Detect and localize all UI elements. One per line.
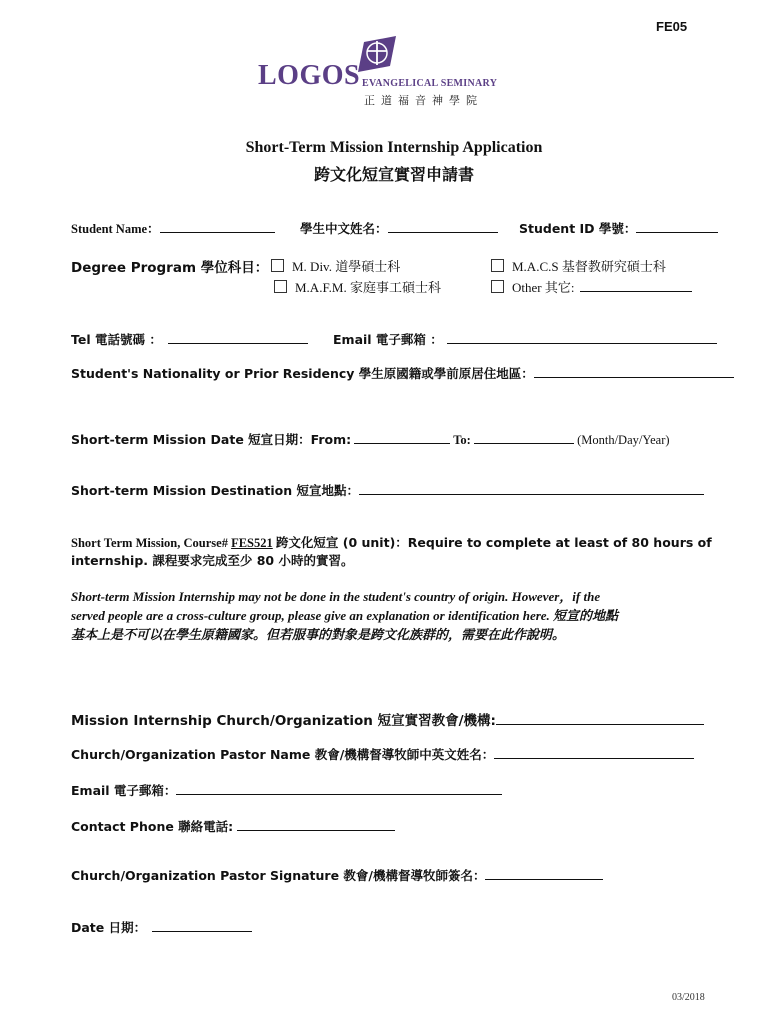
checkbox[interactable] (271, 259, 284, 272)
student-id-input[interactable] (636, 220, 718, 233)
degree-option-macs[interactable]: M.A.C.S 基督教研究碩士科 (491, 256, 666, 275)
degree-option-mafm[interactable]: M.A.F.M. 家庭事工碩士科 (274, 277, 441, 296)
degree-option-mdiv[interactable]: M. Div. 道學碩士科 (271, 256, 400, 275)
nationality-input[interactable] (534, 365, 734, 378)
student-name-input[interactable] (160, 220, 275, 233)
student-id-field: Student ID 學號： (519, 219, 718, 237)
pastor-signature-field: Church/Organization Pastor Signature 教會/機構督導牧師簽名： (71, 866, 603, 884)
chinese-name-input[interactable] (388, 220, 498, 233)
notice-line-3: 基本上是不可以在學生原籍國家。但若服事的對象是跨文化族群的，需要在此作說明。 (71, 628, 566, 643)
tel-field: Tel 電話號碼 ： (71, 330, 308, 348)
contact-phone-input[interactable] (237, 818, 395, 831)
date-input[interactable] (152, 919, 252, 932)
student-name-field: Student Name： (71, 219, 275, 237)
mission-date-field: Short-term Mission Date 短宣日期：From: To: (Month/Day/Year) (71, 432, 670, 447)
checkbox[interactable] (491, 280, 504, 293)
logo-chinese: 正道福音神學院 (364, 94, 483, 107)
course-info: Short Term Mission, Course# FES521 跨文化短宣 (0 unit)：Require to complete at least of 80 hours of (71, 535, 712, 550)
tel-input[interactable] (168, 331, 308, 344)
nationality-field: Student's Nationality or Prior Residency 學生原國籍或學前原居住地區： (71, 364, 734, 382)
degree-program-label: Degree Program 學位科目： (71, 260, 269, 276)
chinese-name-field: 學生中文姓名： (300, 219, 498, 237)
checkbox[interactable] (274, 280, 287, 293)
org-email-input[interactable] (176, 782, 502, 795)
logo-name: LOGOS (258, 60, 361, 91)
pastor-signature-input[interactable] (485, 867, 603, 880)
form-code: FE05 (656, 19, 688, 34)
page-title: Short-Term Mission Internship Application (245, 139, 543, 156)
date-to-input[interactable] (474, 431, 574, 444)
date-from-input[interactable] (354, 431, 450, 444)
footer-date: 03/2018 (672, 992, 705, 1003)
church-org-field: Mission Internship Church/Organization 短宣實習教會/機構: (71, 709, 704, 729)
course-info-2: internship. 課程要求完成至少 80 小時的實習。 (71, 553, 354, 568)
destination-field: Short-term Mission Destination 短宣地點： (71, 481, 704, 499)
degree-option-other[interactable]: Other 其它: (491, 277, 692, 296)
email-input[interactable] (447, 331, 717, 344)
email-field: Email 電子郵箱 ： (333, 330, 717, 348)
date-field: Date 日期： (71, 918, 252, 936)
pastor-name-input[interactable] (494, 746, 694, 759)
contact-phone-field: Contact Phone 聯絡電話: (71, 817, 395, 835)
notice-line-2: served people are a cross-culture group, please give an explanation or identification here. 短宣的地點 (71, 608, 619, 623)
other-input[interactable] (580, 279, 692, 292)
logo-subtitle: EVANGELICAL SEMINARY (362, 78, 498, 89)
page-title-cn: 跨文化短宣實習申請書 (313, 165, 474, 184)
logo-cross-icon (356, 34, 400, 74)
org-email-field: Email 電子郵箱： (71, 781, 502, 799)
church-org-input[interactable] (496, 712, 704, 725)
notice-line-1: Short-term Mission Internship may not be done in the student's country of origin. However，if the (71, 589, 601, 604)
pastor-name-field: Church/Organization Pastor Name 教會/機構督導牧師中英文姓名： (71, 745, 694, 763)
destination-input[interactable] (359, 482, 704, 495)
checkbox[interactable] (491, 259, 504, 272)
